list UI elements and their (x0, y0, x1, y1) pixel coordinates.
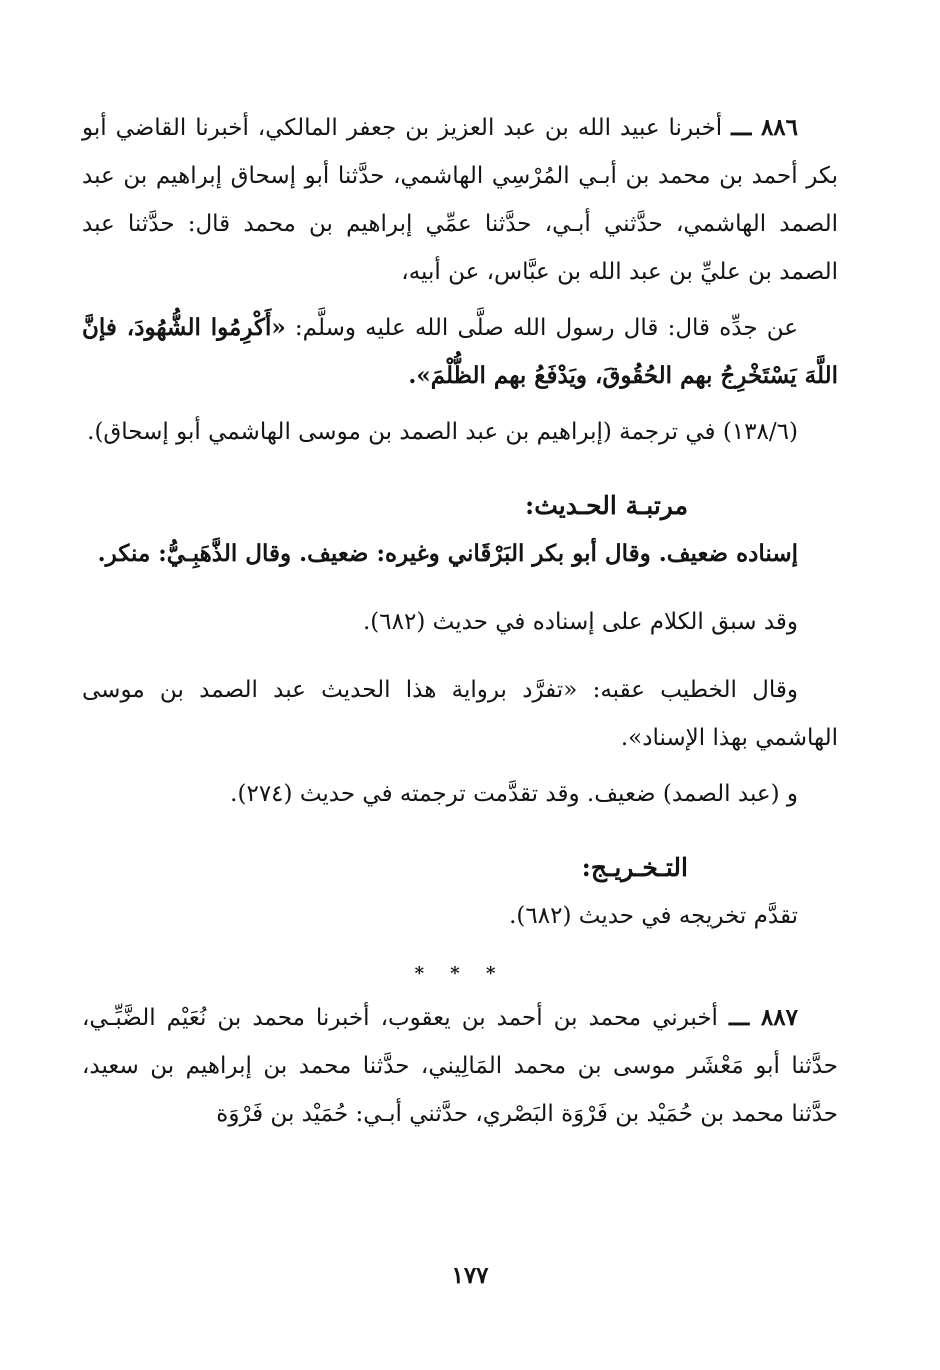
grading-note: و (عبد الصمد) ضعيف. وقد تقدَّمت ترجمته في حديث (٢٧٤). (230, 781, 798, 807)
matn-intro: عن جدِّه قال: قال رسول الله صلَّى الله عليه وسلَّم: (294, 315, 798, 341)
matn-text: «أَكْرِمُوا الشُّهُودَ، فإنَّ اللَّهَ يَسْتَخْرِجُ بهم الحُقُوقَ، ويَدْفَعُ بهم الظُّلْمَ». (82, 314, 838, 389)
hadith-886-isnad (82, 104, 838, 296)
hadith-887-isnad (82, 994, 838, 1138)
hadith-886-matn (82, 304, 838, 400)
grading-heading: مرتبـة الحـديث: (524, 491, 688, 520)
grading-verdict: إسناده ضعيف. وقال أبو بكر البَرْقَاني وغيره: ضعيف. وقال الذَّهَبِـيُّ: منكر. (97, 540, 798, 567)
section-separator: * * * (414, 963, 506, 984)
isnad-text: أخبرني محمد بن أحمد بن يعقوب، أخبرنا محمد بن نُعَيْم الضَّبِّـي، حدَّثنا أبو مَعْشَر موسى بن محمد المَالِيني، حدَّثنا محمد بن إبراهيم بن سعيد، حدَّثنا محمد بن حُمَيْد بن فَرْوَة البَصْري، حدَّثني أبـي: حُمَيْد بن فَرْوَة (82, 1005, 838, 1127)
page-body (82, 104, 838, 1138)
reference-line: (١٣٨/٦) في ترجمة (إبراهيم بن عبد الصمد بن موسى الهاشمي أبو إسحاق). (87, 419, 798, 445)
takhrij-heading: التـخـريـج: (581, 853, 688, 882)
hadith-number: ٨٨٦ ـــ (731, 114, 798, 141)
takhrij-text: تقدَّم تخريجه في حديث (٦٨٢). (509, 903, 798, 929)
grading-note: وقال الخطيب عقبه: «تفرَّد برواية هذا الحديث عبد الصمد بن موسى الهاشمي بهذا الإسناد». (82, 677, 838, 751)
isnad-text: أخبرنا عبيد الله بن عبد العزيز بن جعفر المالكي، أخبرنا القاضي أبو بكر أحمد بن محمد بن أبـي المُرْسِي الهاشمي، حدَّثنا أبو إسحاق إبراهيم بن عبد الصمد الهاشمي، حدَّثني أبـي، حدَّثنا عمِّي إبراهيم بن محمد قال: حدَّثنا عبد الصمد بن عليِّ بن عبد الله بن عبَّاس، عن أبيه، (82, 115, 838, 285)
grading-note: وقد سبق الكلام على إسناده في حديث (٦٨٢). (363, 609, 798, 635)
page-number: ١٧٧ (451, 1262, 489, 1289)
hadith-number: ٨٨٧ ـــ (728, 1004, 798, 1031)
